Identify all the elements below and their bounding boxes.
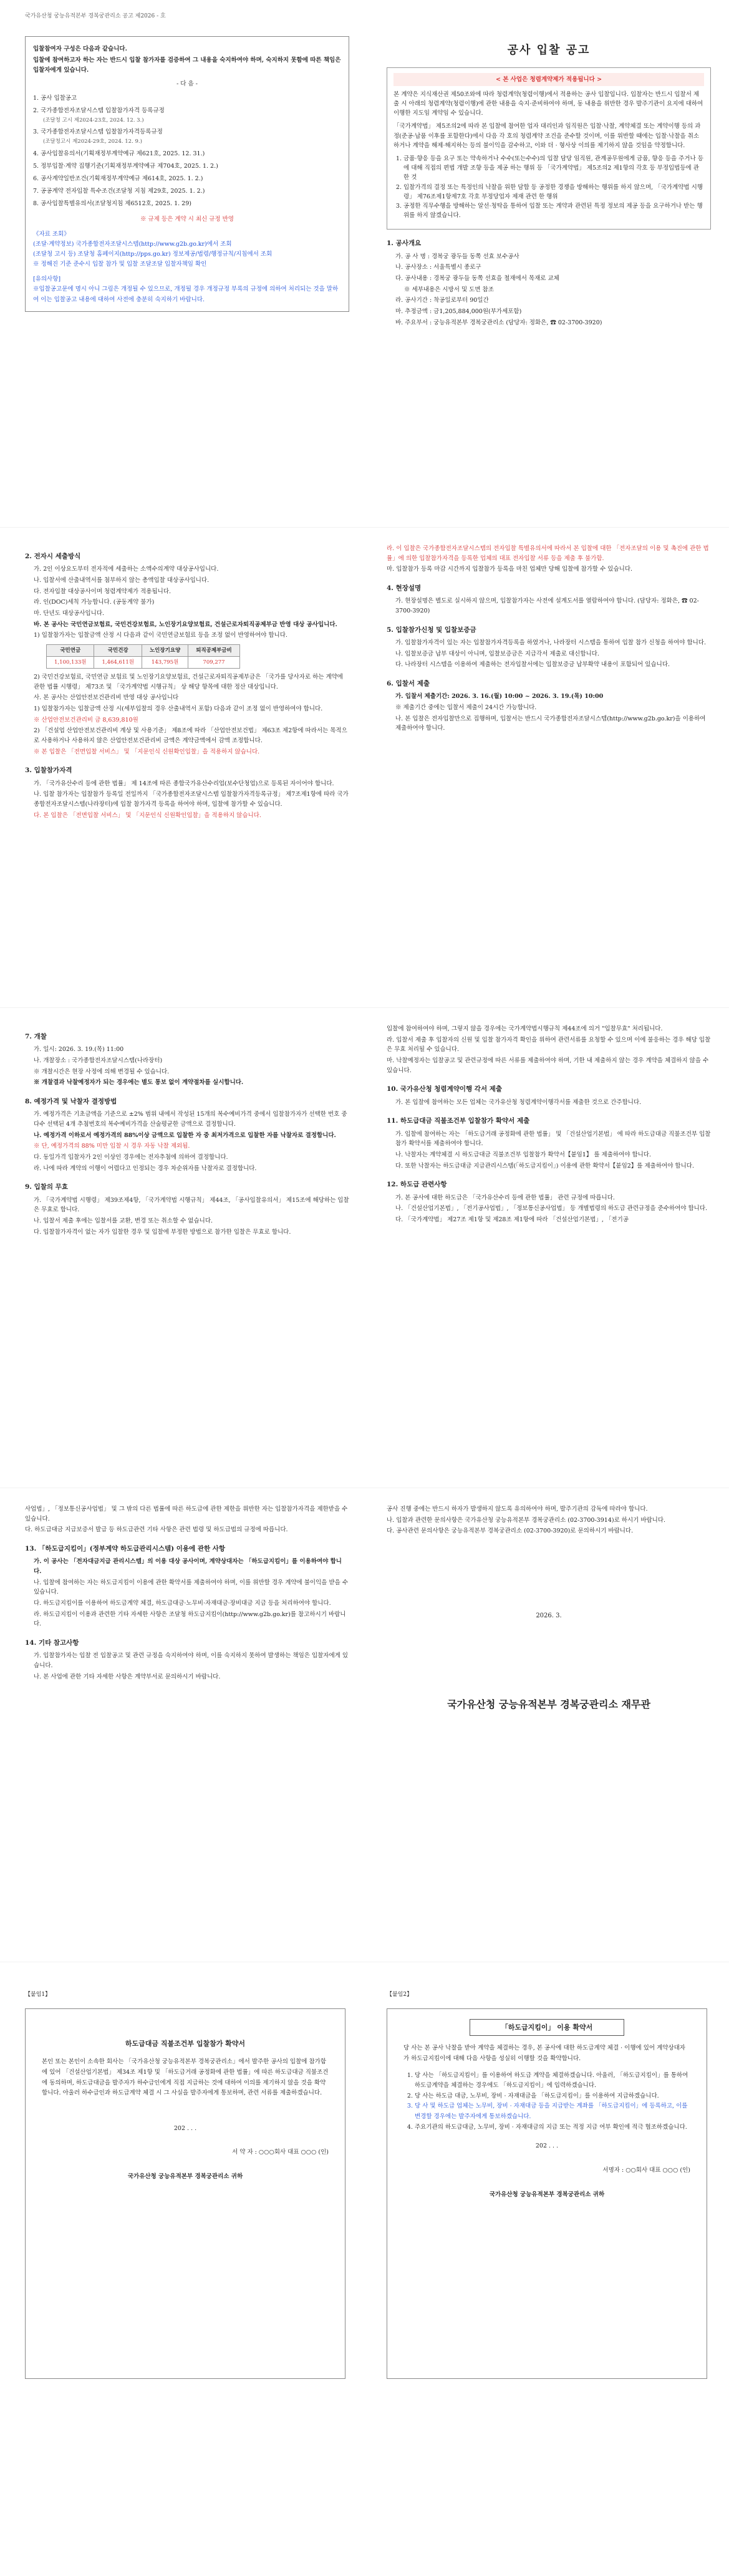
line: 나. 본 사업에 관한 기타 자세한 사항은 계약부서로 문의하시기 바랍니다. [34,1673,221,1680]
table-cell: 143,795원 [142,657,188,669]
form2-date: 202 . . . [535,2143,559,2150]
section-4-title: 4. 현장설명 [387,584,422,593]
line: 가. 입찰서 제출기간: 2026. 3. 16.(월) 10:00 ~ 2026. 3. 19.(목) 10:00 [395,693,604,700]
section-13-body [25,1557,349,1629]
line: 나. 입찰 참가자는 입찰참가 등록일 전일까지 「국가종합전자조달시스템 입찰참가자격등록규정」 제7조제1항에 따라 국가종합전자조달시스템(나라장터)에 입찰 참가자격 등록을 하여야 하며, 입찰에 참가할 수 있습니다. [34,791,349,808]
line: 가. 일시: 2026. 3. 19.(목) 11:00 [34,1046,124,1053]
line: 다. 공사내용 : 경복궁 광두들 동쪽 선효을 철재에서 목재로 교체 [395,274,559,282]
left-column-3 [25,1023,349,1238]
integrity-box [387,67,711,230]
section-12-body [387,1193,711,1225]
line: 2) 국민건강보험료, 국민연금 보험료 및 노인장기요양보험료, 건설근로자퇴직공제부금은 「국가를 당사자로 하는 계약에 관한 법률 시행령」 제73조 및 「국가계약법 시행규칙」 상 해당 항목에 대한 정산 대상입니다. [34,674,343,690]
list-item: 1. 당 사는 「하도급지킴이」를 이용하여 하도급 계약을 체결하겠습니다. 아울러, 「하도급지킴이」를 통하여 하도급계약을 체결하는 경우에도 「하도급지킴이」에 입력하겠습니다. [415,2071,690,2091]
section-4-body [387,596,711,616]
section-5-body [387,638,711,670]
table-cell: 709,277 [188,657,239,669]
form2-title: 「하도급지킴이」 이용 확약서 [470,2019,624,2036]
notice-line2: 입찰에 참여하고자 하는 자는 반드시 입찰 참가자를 검증하여 그 내용을 숙지하여야 하며, 숙지하지 못함에 따른 책임은 입찰자에게 있습니다. [33,57,341,74]
ref-line3: ※ 정해진 기준 준수시 입찰 참가 및 입찰 조달조달 입찰자책임 확인 [33,261,207,268]
line: 가. 공 사 명 : 경복궁 광두들 동쪽 선효 보수공사 [395,253,519,260]
line: 가. 현장설명은 별도로 실시하지 않으며, 입찰참가자는 사전에 설계도서를 열람하여야 합니다. (담당자: 정화은, ☎ 02-3700-3920) [395,598,699,614]
line: 나. 입찰과 관련한 문의사항은 국가유산청 궁능유적본부 경복궁관리소 (02-3700-3914)로 하시기 바랍니다. [387,1516,666,1524]
line: 라. 나에 따라 계약의 이행이 어렵다고 인정되는 경우 차순위자를 낙찰자로 결정합니다. [34,1165,257,1172]
section-1-body [387,252,711,328]
table-header: 국민건강 [94,645,142,657]
form2-signer: 서명자 : ○○회사 대표 ○○○ (인) [602,2166,690,2174]
section-9-title: 9. 입찰의 무효 [25,1183,68,1191]
section-7-title: 7. 개찰 [25,1033,47,1040]
doc-header: 국가유산청 궁능유적본부 경복궁관리소 공고 제2026 - 호 [25,13,166,19]
left-column-4 [25,1503,349,1683]
line: 바. 본 공사는 국민연금보험료, 국민건강보험료, 노인장기요양보험료, 건설근로자퇴직공제부금 반영 대상 공사입니다. [34,621,337,628]
line: 나. 공사장소 : 서울특별시 종로구 [395,264,481,271]
line: 가. 입찰참가자는 입찰 전 입찰공고 및 관련 규정을 숙지하여야 하며, 이를 숙지하지 못하여 발생하는 책임은 입찰자에게 있습니다. [34,1652,349,1670]
line: 나. 「건설산업기본법」, 「전기공사업법」, 「정보통신공사업법」 등 개별법령의 하도급 관련규정을 준수하여야 합니다. [395,1205,708,1213]
table-header: 퇴직공제부금비 [188,645,239,657]
line: ※ 개찰시간은 현장 사정에 의해 변경될 수 있습니다. [34,1068,170,1075]
section-2-body [25,564,349,757]
left-column-2 [25,543,349,821]
section-10-body [387,1098,711,1108]
section-3-title: 3. 입찰참가자격 [25,767,72,775]
line: ※ 개찰결과 낙찰예정자가 되는 경우에는 별도 통보 없이 계약절차를 실시합니다. [34,1079,244,1087]
line: 마. 추정금액 : 금1,205,884,000원(부가세포함) [395,307,522,315]
line: 가. 2인 이상요도부터 전자적에 세출하는 소액수의계약 대상공사입니다. [34,566,219,573]
line: 다. 동일가격 입찰자가 2인 이상인 경우에는 전자추첨에 의하여 결정합니다. [34,1154,228,1161]
page-2 [0,530,729,1004]
section-12-title: 12. 하도급 관련사항 [387,1181,447,1189]
section-5-title: 5. 입찰참가신청 및 입찰보증금 [387,626,476,634]
form1-body: 본인 또는 본인이 소속한 회사는 「국가유산청 궁능유적본부 경복궁관리소」에서 발주한 공사의 입찰에 참가함에 있어 「건설산업기본법」 제34조 제1항 및 「하도급거래 공정화에 관한 법률」에 따른 하도급대금 직불조건에 동의하며, 하도급대금을 발주자가 하수급인에게 직접 지급하는 것에 대하여 이의를 제기하지 않을 것을 확약합니다. 아울러 하수급인과 하도급계약 체결 시 그 사실을 발주자에게 통보하며, 관련 서류를 제출하겠습니다. [42,2058,329,2097]
section-14-title: 14. 기타 참고사항 [25,1639,79,1647]
list-item: 1. 금품·향응 등을 요구 또는 약속하거나 수수(또는수수)의 입찰 담당 임직원, 관계공무원에게 금품, 향응 등을 주거나 등에 대해 직접의 편법 개발 조향 등을 제공 하는 행위 등 「국가계약법」 제5조의2 제1항의 각호 등 부정입법등에 관한 것 [403,154,704,183]
section-9-body [25,1196,349,1237]
line: 라. 인(DOC)세칙 가능합니다. (공동계약 불가) [34,599,155,606]
line: 가. 「국가계약법 시행령」 제39조제4항, 「국가계약법 시행규칙」 제44조, 「공사입찰유의서」 제15조에 해당하는 입찰은 무효로 합니다. [34,1196,349,1214]
line: 1) 입찰참가자는 입찰금액 산정 시 다음과 같이 국민연금보험료 등을 조정 없이 반영하여야 합니다. [34,632,287,639]
line: 나. 예정가격 이하로서 예정가격의 88%이상 금액으로 입찰한 자 중 최저가격으로 입찰한 자를 낙찰자로 결정합니다. [34,1131,336,1139]
notice-box [25,36,349,312]
ref-line2[interactable]: (조달청 고시 등) 조달청 홈페이지(http://pps.go.kr) 정보제공/법령/행정규칙/지침에서 조회 [33,250,273,258]
table-header: 노인장기요양 [142,645,188,657]
ref-line1[interactable]: (조달·계약정보) 국가종합전자조달시스템(http://www.g2b.go.kr)에서 조회 [33,240,232,248]
line: 가. 입찰참가자격이 있는 자는 입찰참가자격등록을 하였거나, 나라장터 시스템을 통하여 입찰 참가 신청을 하여야 합니다. [395,639,706,646]
line: 가. 입찰에 참여하는 자는 「하도급거래 공정화에 관한 법률」 및 「건설산업기본법」 에 따라 하도급대금 직불조건부 입찰참가 확약서를 제출하여야 합니다. [395,1130,711,1148]
section-8-title: 8. 예정가격 및 낙찰자 결정방법 [25,1098,117,1105]
line: 2) 「건설업 산업안전보건관리비 계상 및 사용기준」 제8조에 따라 「산업안전보건법」 제63조 제2항에 따라서는 목적으로 사용하거나 사용하지 않은 산업안전보건관리비 금액은 계약금액에서 감액 조정합니다. [34,727,347,745]
section-13-title: 13. 「하도급지킴이」(정부계약 하도급관리시스템) 이용에 관한 사항 [25,1545,226,1553]
form1-org: 국가유산청 궁능유적본부 경복궁관리소 귀하 [127,2173,243,2180]
right-column-3 [387,1023,711,1226]
line: 다. 또한 낙찰자는 하도급대금 지급관리시스템(「하도급지킴이」) 이용에 관한 확약서【붙임2】를 제출하여야 합니다. [395,1162,694,1169]
table-header: 국민연금 [47,645,94,657]
line: 나. 입찰보증금 납부 대상이 아니며, 입찰보증금은 지급각서 제출로 대신합니다. [395,650,599,657]
line: ※ 단, 예정가격의 88% 미만 입찰 시 경우 자동 낙찰 제외됨. [34,1143,190,1150]
list-item: 1. 공사 입찰공고 [33,94,77,102]
list-item: 4. 주요기관의 하도급대금, 노무비, 장비 · 자재대금의 지급 또는 적정 지급 여부 확인에 적극 협조하겠습니다. [415,2123,690,2133]
table-cell: 1,464,611원 [94,657,142,669]
line: 가. 이 공사는 「전자대금지급 관리시스템」의 이용 대상 공사이며, 계약상대자는 「하도급지킴이」를 이용하여야 합니다. [34,1558,342,1575]
line: 공사 진행 중에는 반드시 하자가 발생하지 않도록 유의하여야 하며, 발주기관의 감독에 따라야 합니다. [387,1506,648,1513]
notice-date: 2026. 3. [536,1612,562,1620]
list-item: 4. 공사입찰유의서(기획재정부계약예규 제621호, 2025. 12. 31.) [33,150,205,157]
list-item: 8. 공사입찰특별유의서(조달청지침 제6512호, 2025. 1. 29) [33,200,191,208]
line: 다. 하도급대금 지급보증서 발급 등 하도급관련 기타 사항은 관련 법령 및 하도급법의 규정에 따릅니다. [25,1526,288,1534]
line: 가. 본 입찰에 참여하는 모든 업체는 국가유산청 청렴계약이행각서를 제출한 것으로 간주합니다. [395,1098,642,1106]
list-item: 3. 국가종합전자조달시스템 입찰참가자격등록규정 (조달청고시 제2024-29호, 2024. 12. 9.) [33,128,163,145]
issuer: 국가유산청 궁능유적본부 경복궁관리소 재무관 [447,1698,650,1710]
line: 가. 본 공사에 대한 하도급은 「국가유산수리 등에 관한 법률」 관련 규정에 따릅니다. [395,1194,615,1201]
list-item: 2. 당 사는 하도급 대금, 노무비, 장비 · 자재대금을 「하도급지킴이」를 이용하여 지급하겠습니다. [415,2091,690,2102]
list-item: 2. 입찰가격의 결정 또는 특정인의 낙찰을 위한 담합 등 공정한 경쟁을 방해하는 행위를 하지 않으며, 「국가계약법 시행령」 제76조제1항제7호 각호 부정당업자 제재 관련 한 행위 [403,183,704,201]
list-item: 7. 공공계약 전자입찰 특수조건(조달청 지침 제29호, 2025. 1. 2.) [33,188,205,195]
reg-list [33,94,341,210]
line[interactable]: 라. 하도급지킴이 이용과 관련한 기타 자세한 사항은 조달청 하도급지킴이(http://www.g2b.go.kr)를 참고하시기 바랍니다. [34,1610,346,1628]
form2-org: 국가유산청 궁능유적본부 경복궁관리소 귀하 [489,2191,605,2198]
line: 마. 낙찰예정자는 입찰공고 및 관련규정에 따른 서류를 제출하여야 하며, 기한 내 제출하지 않는 경우 계약을 체결하지 않을 수 있습니다. [387,1057,709,1074]
line: ※ 본 입찰은 「전면입찰 서비스」 및 「지문인식 신원확인입찰」을 적용하지 않습니다. [34,748,260,755]
form2-tag: 【붙임2】 [387,1992,413,1998]
line: 나. 입찰서에 산출내역서를 첨부하지 않는 총액입찰 대상공사입니다. [34,576,210,584]
list-item: 3. 공정한 직무수행을 방해하는 알선·청탁을 통하여 입찰 또는 계약과 관련된 특정 정보의 제공 등을 요구하거나 받는 행위를 하지 않겠습니다. [403,201,704,220]
line: 라. 이 입찰은 국가종합전자조달시스템의 전자입찰 특별유의서에 따라서 본 입찰에 대한 「전자조달의 이용 및 촉진에 관한 법률」에 의한 입찰참가자격을 등록한 업체의 대표 전자입찰 서류 등을 제출 후 불가함. [387,545,709,562]
form1-tag: 【붙임1】 [25,1992,51,1998]
list-item: 2. 국가종합전자조달시스템 입찰참가자격 등록규정 (조달청 고시 제2024-23호, 2024. 12. 3.) [33,107,165,123]
integrity-title: < 본 사업은 청렴계약제가 적용됩니다 > [393,73,704,86]
line: 나. 낙찰자는 계약체결 시 하도급대금 직불조건부 입찰참가 확약서【붙임1】 를 제출하여야 합니다. [395,1151,652,1158]
line: 사. 본 공사는 산업안전보건관리비 반영 대상 공사입니다 [34,694,179,702]
form2-intro: 당 사는 본 공사 낙찰을 받아 계약을 체결하는 경우, 본 공사에 대한 하도급계약 체결 · 이행에 있어 계약상대자가 하도급지킴이에 대해 다음 사항을 성실히 이행할 것을 확약합니다. [403,2045,685,2062]
ref-title: 《자료 조회》 [33,230,70,238]
section-2-title: 2. 전자시 세출방식 [25,553,81,560]
line: 다. 나라장터 시스템을 이용하여 제출하는 전자입찰서에는 입찰보증금 납부확약 내용이 포함되어 있습니다. [395,661,670,669]
line: 라. 공사기간 : 착공일로부터 90일간 [395,297,489,304]
page-title: 공사 입찰 공고 [507,44,591,57]
line: 다. 「국가계약법」 제27조 제1항 및 제28조 제1항에 따라 「건설산업기본법」, 「전기공 [395,1216,629,1223]
page-5 [0,1965,729,2576]
form2-list [403,2071,690,2133]
warn-title: [유의사항] [33,276,61,283]
line: 가. 예정가격은 기초금액을 기준으로 ±2% 범위 내에서 작성된 15개의 복수예비가격 중에서 입찰참가자가 선택한 번호 중 다수 선택된 4개 추첨번호의 복수예비가격을 산술평균한 금액으로 결정합니다. [34,1111,347,1128]
section-14-body [25,1651,349,1682]
line: 바. 주요부서 : 궁능유적본부 경복궁관리소 (담당자: 정화은, ☎ 02-3700-3920) [395,319,602,326]
notice-sep: - 다 음 - [176,80,198,88]
page-1 [0,0,729,524]
notice-line1: 입찰참여자 구성은 다음과 같습니다. [33,46,127,52]
integrity-intro: 본 계약은 지식재산권 제50조와에 따라 청렴계약(청렴이행)에서 적용하는 공사 입찰입니다. 입찰자는 반드시 입찰서 제출 시 아래의 청렴계약(청렴이행)에 관한 내용을 숙지·준비하여야 하며, 동 내용을 위반한 경우 발주기관이 요지에 대하여 이행한 지도임 계약임 수 있습니다. [393,90,703,117]
form2-box [387,2008,707,2379]
line: 마. 입찰참가 등록 마감 시간까지 입찰참가 등록을 마친 업체만 당해 입찰에 참가할 수 있습니다. [387,566,633,573]
right-column-2 [387,543,711,735]
right-column-1 [387,19,711,329]
integrity-p2: 「국가계약법」 제5조의2에 따라 본 입찰에 참여한 업자 대리인과 임직원은 입찰·낙찰, 계약체결 또는 계약이행 등의 과정(준공·납품 이후를 포함한다)에서 다음 각 호의 청렴계약 조건을 준수할 것이며, 이를 위반할 때에는 입찰·낙찰을 취소하거나 계약을 해제·해지하는 등의 불이익을 감수하고, 이와 더 · 형사상 이의를 제기하지 않을 것임을 약정합니다. [393,123,701,149]
list-item: 6. 공사계약일반조건(기획재정부계약예규 제614호, 2025. 1. 2.) [33,175,203,183]
page-4 [0,1491,729,1965]
insurance-table [46,644,240,669]
section-8-body [25,1110,349,1173]
section-1-title: 1. 공사개요 [387,240,422,248]
table-cell: 1,100,133원 [47,657,94,669]
line: ※ 제출기간 중에는 입찰서 제출이 24시간 가능합니다. [395,704,537,711]
line: 다. 전자입찰 대상공사이며 청렴계약제가 적용됩니다. [34,588,171,595]
line: 1) 입찰참가자는 입찰금액 산정 시(세부입찰의 경우 산출내역서 포함) 다음과 같이 조정 없이 반영하여야 합니다. [34,705,323,713]
line: ※ 세부내용은 시방서 및 도면 참조 [404,286,494,293]
form1-date: 202 . . . [173,2124,197,2132]
line: 다. 공사관련 문의사항은 궁능유적본부 경복궁관리소 (02-3700-3920)로 문의하시기 바랍니다. [387,1528,634,1535]
right-column-4 [387,1503,711,1713]
section-11-body [387,1130,711,1171]
section-7-body [25,1045,349,1088]
line: 가. 「국가유산수리 등에 관한 법률」 제 14조에 따른 종합국가유산수리업(보수단청업)으로 등록된 자이어야 합니다. [34,780,334,787]
left-column-1 [25,19,349,312]
form1-title: 하도급대금 직불조건부 입찰참가 확약서 [125,2040,246,2048]
line: 다. 입찰참가자격이 없는 자가 입찰한 경우 및 입찰에 부정한 방법으로 참가한 입찰은 무효로 합니다. [34,1228,291,1236]
section-3-body [25,779,349,821]
form1-box [25,2008,345,2379]
line: 사업법」, 「정보통신공사업법」 및 그 밖의 다른 법률에 따른 하도급에 관한 제한을 위반한 자는 입찰참가자격을 제한받을 수 있습니다. [25,1506,348,1523]
section-11-title: 11. 하도급대금 직불조건부 입찰참가 확약서 제출 [387,1117,530,1125]
section-6-title: 6. 입찰서 제출 [387,680,430,687]
line: 다. 본 입찰은 「전면입찰 서비스」 및 「지문인식 신원확인입찰」을 적용하지 않습니다. [34,811,261,819]
line: 마. 단년도 대상공사입니다. [34,610,105,617]
page-3 [0,1010,729,1484]
list-item: 3. 당 사 및 하도급 업체는 노무비, 장비 · 자재대금 등을 지급받는 계좌를 「하도급지킴이」에 등록하고, 이를 변경할 경우에는 발주자에게 통보하겠습니다. [415,2101,690,2122]
note-red: ※ 규제 등은 계약 시 최신 규정 반영 [140,215,234,223]
line: 나. 개찰장소 : 국가종합전자조달시스템(나라장터) [34,1057,163,1064]
line: 라. 입찰서 제출 후 입찰자의 신원 및 입찰 참가자격 확인을 위하여 관련서류를 요청할 수 있으며 이에 불응하는 경우 해당 입찰은 무효 처리될 수 있습니다. [387,1036,711,1053]
line: 다. 하도급지킴이를 이용하여 하도급계약 체결, 하도급대금·노무비·자재대금·장비대금 지급 등을 처리하여야 합니다. [34,1600,331,1607]
section-10-title: 10. 국가유산청 청렴계약이행 각서 제출 [387,1085,503,1093]
form1-signer: 서 약 자 : ○○○회사 대표 ○○○ (인) [232,2149,329,2156]
line: 입찰에 참여하여야 하며, 그렇지 않을 경우에는 국가계약법시행규칙 제44조에 의거 "입찰무효" 처리됩니다. [387,1025,663,1032]
line: ※ 산업안전보건관리비 금 8,639,810원 [34,716,138,724]
integrity-list [393,154,704,220]
warn-text: ※입찰공고문에 명시 아니 그림은 개정될 수 있으므로, 개정될 경우 개정규정 부록의 규정에 의하여 처리되는 것을 말하여 이는 입찰공고 내용에 대하여 사전에 충분히 숙지하기 바랍니다. [33,286,339,303]
line: 나. 입찰에 참여하는 자는 하도급지킴이 이용에 관한 확약서를 제출하여야 하며, 이를 위반할 경우 계약에 불이익을 받을 수 있습니다. [34,1579,349,1596]
line: 나. 입찰서 제출 후에는 입찰서를 교환, 변경 또는 취소할 수 없습니다. [34,1218,213,1224]
list-item: 5. 정부입찰·계약 집행기준(기획재정부계약예규 제704호, 2025. 1. 2.) [33,163,218,170]
section-6-body [387,692,711,734]
line: 나. 본 입찰은 전자입찰만으로 집행하며, 입찰서는 반드시 국가종합전자조달시스템(http://www.g2b.go.kr)을 이용하여 제출하여야 합니다. [395,715,706,732]
